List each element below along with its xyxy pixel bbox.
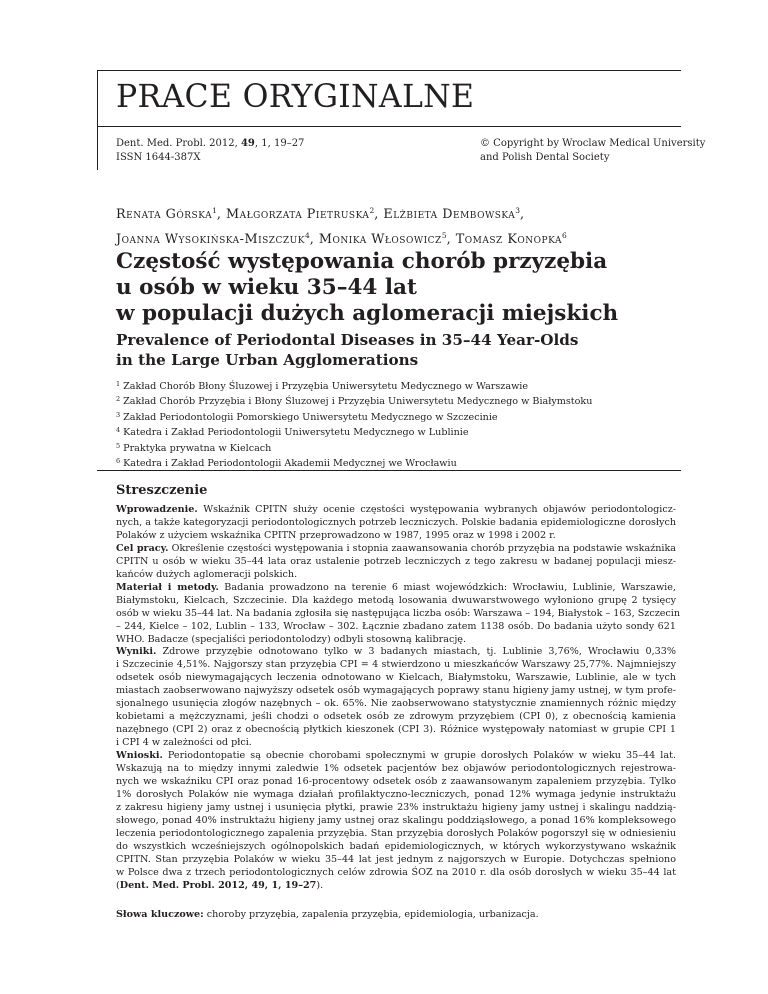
abstract-section-label: Materiał i metody. (116, 581, 219, 593)
affiliation-number: 4 (116, 426, 121, 435)
abstract-section-label: Wprowadzenie. (116, 504, 198, 515)
keywords-label: Słowa kluczowe: (116, 909, 204, 920)
citation-line (116, 137, 304, 151)
abstract-text: Periodontopatie są obecnie chorobami społecznymi w grupie dorosłych Polaków w wieku 35–44 lat. (162, 750, 676, 762)
abstract-line (116, 634, 676, 647)
author-name: Małgorzata Pietruska (226, 207, 370, 222)
abstract-text: ). (316, 879, 324, 891)
header-rule (97, 126, 681, 127)
abstract-line (116, 789, 676, 802)
abstract-text: z zakresu higieny jamy ustnej i usunięcia płytki, prawie 23% instruktażu higieny jamy ustnej i skalingu naddzią- (116, 801, 676, 813)
abstract-text: słowego, ponad 40% instruktażu higieny jamy ustnej oraz skalingu poddziąsłowego, a ponad 16% kompleksowego (116, 814, 676, 826)
abstract-text: Białymstoku, Kielcach, Szczecinie. Dla każdego metodą losowania dwuwarstwowego wyłoniono grupę 2 tysięcy (116, 594, 676, 606)
affiliation-number: 6 (116, 457, 121, 466)
abstract-text: CPITN u osób w wieku 35–44 lata oraz ustalenie potrzeb leczniczych z tego zakresu w badanej populacji miesz- (116, 555, 676, 567)
affiliation-text: Katedra i Zakład Periodontologii Uniwersytetu Medycznego w Lublinie (123, 427, 469, 439)
abstract-text: Polaków z użyciem wskaźnika CPITN przeprowadzono w 1987, 1995 oraz w 1998 i 2002 r. (116, 529, 556, 541)
author-affiliation-mark: 6 (561, 231, 567, 240)
author-affiliation-mark: 2 (369, 206, 375, 215)
abstract-line (116, 685, 676, 698)
affiliation-number: 2 (116, 395, 121, 404)
citation-volume: 49 (240, 138, 255, 149)
abstract-text: sjonalnego usunięcia złogów nazębnych – ok. 65%. Nie zaobserwowano statystycznie znamiennych różnic między (116, 698, 676, 710)
title-line: Prevalence of Periodontal Diseases in 35–44 Year-Olds (116, 331, 579, 349)
abstract-text: 1% dorosłych Polaków nie wymaga działań profilaktyczno-leczniczych, ponad 12% wymaga jedynie instruktażu (116, 788, 676, 800)
abstract-section-label: Wnioski. (116, 750, 163, 762)
abstract-text: Określenie częstości występowania i stopnia zaawansowania chorób przyzębia na podstawie wskaźnika (168, 542, 676, 554)
affiliation (116, 440, 676, 455)
affiliation-text: Zakład Chorób Błony Śluzowej i Przyzębia Uniwersytetu Medycznego w Warszawie (123, 381, 529, 392)
affiliation (116, 378, 676, 393)
abstract-body (116, 504, 681, 893)
citation-pages: , 1, 19–27 (254, 138, 305, 149)
abstract-text: w Polsce dwa z trzech periodontologicznych celów zdrowia ŚOZ na 2010 r. dla osób dorosłych w wieku 35–44 lat (116, 866, 676, 878)
author-list (116, 200, 676, 250)
author-name: Elżbieta Dembowska (383, 207, 516, 222)
abstract-line (116, 867, 676, 880)
abstract-text: miastach zaobserwowano najwyższy odsetek osób wymagających poprawy stanu higieny jamy ustnej, w tym profe- (116, 685, 676, 697)
affiliation (116, 455, 676, 470)
abstract-text: WHO. Badacze (specjaliści periodontolodzy) odbyli stosowną kalibrację. (116, 633, 467, 645)
abstract-text: ( (116, 879, 120, 891)
abstract-line (116, 517, 676, 530)
author-name: Tomasz Konopka (455, 232, 562, 247)
abstract-text: Wskazują na to między innymi zaledwie 1% odsetek pacjentów bez objawów periodontologicznych rejestrowa- (116, 763, 676, 775)
abstract-heading: Streszczenie (116, 483, 208, 498)
abstract-text: Zdrowe przyzębie odnotowano tylko w 3 badanych miastach, tj. Lublinie 3,76%, Wrocławiu 0,33% (156, 646, 676, 658)
author-affiliation-mark: 1 (212, 206, 217, 215)
abstract-line (116, 556, 676, 569)
copyright-line: © Copyright by Wroclaw Medical University (480, 138, 706, 149)
abstract-text: nych, a także kategoryzacji periodontologicznych potrzeb leczniczych. Polskie badania epidemiologiczne dorosłych (116, 516, 676, 528)
author-line (116, 200, 676, 225)
author-name: Renata Górska (116, 207, 213, 222)
affiliation-number: 5 (116, 441, 121, 450)
abstract-text: leczenia periodontologicznego zapalenia przyzębia. Stan przyzębia dorosłych Polaków pogorszył się w odniesieniu (116, 827, 676, 839)
abstract-section-label: Cel pracy. (116, 542, 169, 554)
author-separator: , (446, 232, 456, 247)
author-separator: , (520, 207, 525, 222)
abstract-text: nazębnego (CPI 2) oraz z obecnością płytkich kieszonek (CPI 3). Różnice występowały natomiast w grupie CPI 1 (116, 724, 676, 736)
abstract-text: i Szczecinie 4,51%. Najgorszy stan przyzębia CPI = 4 stwierdzono u mieszkańców Warszawy 25,77%. Najmniejszy (116, 659, 676, 671)
abstract-text: nych we wskaźniku CPI oraz ponad 16-procentowy odsetek osób z zaawansowanym zapaleniem przyzębia. Tylko (116, 776, 676, 788)
abstract-line (116, 672, 676, 685)
author-affiliation-mark: 5 (441, 231, 447, 240)
affiliation-text: Katedra i Zakład Periodontologii Akademii Medycznej we Wrocławiu (123, 458, 457, 470)
abstract-line (116, 841, 676, 854)
abstract-text: kańców dużych aglomeracji polskich. (116, 568, 298, 580)
copyright-line: and Polish Dental Society (480, 152, 610, 163)
author-affiliation-mark: 4 (305, 231, 310, 240)
keywords (116, 908, 539, 921)
citation-journal: Dent. Med. Probl. 2012, (116, 138, 241, 149)
author-line (116, 225, 676, 250)
abstract-line (116, 854, 676, 867)
abstract-line (116, 711, 676, 724)
title-line: w populacji dużych aglomeracji miejskich (116, 301, 619, 326)
abstract-citation: Dent. Med. Probl. 2012, 49, 1, 19–27 (119, 879, 317, 891)
abstract-line (116, 815, 676, 828)
abstract-line (116, 828, 676, 841)
author-name: Joanna Wysokińska-Miszczuk (116, 232, 305, 247)
affiliation-text: Zakład Chorób Przyzębia i Błony Śluzowej i Przyzębia Uniwersytetu Medycznego w Białymstoku (123, 396, 593, 408)
abstract-line (116, 530, 676, 543)
abstract-line (116, 880, 676, 893)
abstract-line (116, 776, 676, 789)
author-separator: , (309, 232, 319, 247)
affiliation-number: 3 (116, 410, 121, 419)
abstract-line (116, 646, 676, 659)
affiliation (116, 424, 676, 439)
affiliation-list (116, 378, 676, 470)
article-title-english (116, 330, 676, 370)
copyright-block (480, 137, 705, 165)
abstract-line (116, 763, 676, 776)
title-line: Częstość występowania chorób przyzębia (116, 249, 608, 274)
abstract-line (116, 621, 676, 634)
affiliation-text: Zakład Periodontologii Pomorskiego Uniwersytetu Medycznego w Szczecinie (123, 411, 498, 423)
abstract-section-label: Wyniki. (116, 646, 157, 658)
author-separator: , (374, 207, 384, 222)
abstract-text: do wszystkich wcześniejszych ogólnopolskich badań epidemiologicznych, w których wykorzystywano wskaźnik (116, 840, 676, 852)
section-heading: PRACE ORYGINALNE (116, 79, 475, 115)
abstract-text: osób w wieku 35–44 lat. Na badania zgłosiła się następująca liczba osób: Warszawa – 194, Białystok – 163, Szczecin (116, 607, 681, 619)
abstract-line (116, 802, 676, 815)
section-divider (97, 470, 681, 471)
author-name: Monika Włosowicz (318, 232, 442, 247)
abstract-line (116, 504, 676, 517)
abstract-line (116, 595, 676, 608)
affiliation-text: Praktyka prywatna w Kielcach (123, 442, 272, 454)
abstract-text: Badania prowadzono na terenie 6 miast wojewódzkich: Wrocławiu, Lublinie, Warszawie, (218, 581, 676, 593)
issn: ISSN 1644-387X (116, 152, 201, 163)
author-affiliation-mark: 3 (515, 206, 521, 215)
abstract-line (116, 659, 676, 672)
citation-block (116, 137, 304, 165)
abstract-line (116, 543, 676, 556)
abstract-text: odsetek osób niewymagających leczenia odnotowano w Kielcach, Białymstoku, Warszawie, Lublinie, ale w tych (116, 672, 676, 684)
abstract-text: kobietami a mężczyznami, jeśli chodzi o odsetek osób ze zdrowym przyzębiem (CPI 0), z obecnością kamienia (116, 711, 676, 723)
abstract-text: CPITN. Stan przyzębia Polaków w wieku 35–44 lat jest jednym z najgorszych w Europie. Dotychczas spełniono (116, 853, 676, 865)
abstract-text: – 244, Kielce – 102, Lublin – 133, Wrocław – 302. Łącznie zbadano zatem 1138 osób. Do badania użyto sondy 621 (116, 620, 676, 632)
abstract-line (116, 607, 681, 621)
abstract-line (116, 724, 676, 737)
abstract-line (116, 737, 676, 750)
author-separator: , (216, 207, 226, 222)
abstract-text: Wskaźnik CPITN służy ocenie częstości występowania wybranych objawów periodontologicz- (197, 504, 676, 515)
affiliation-number: 1 (116, 380, 121, 388)
abstract-text: i CPI 4 w zależności od płci. (116, 737, 252, 749)
keywords-text: choroby przyzębia, zapalenia przyzębia, epidemiologia, urbanizacja. (203, 909, 539, 920)
abstract-line (116, 698, 676, 711)
title-line: in the Large Urban Agglomerations (116, 351, 419, 369)
article-title-polish (116, 249, 676, 327)
affiliation (116, 409, 676, 424)
abstract-line (116, 569, 676, 582)
abstract-line (116, 750, 676, 763)
abstract-line (116, 582, 676, 595)
title-line: u osób w wieku 35–44 lat (116, 275, 417, 300)
affiliation (116, 393, 676, 408)
